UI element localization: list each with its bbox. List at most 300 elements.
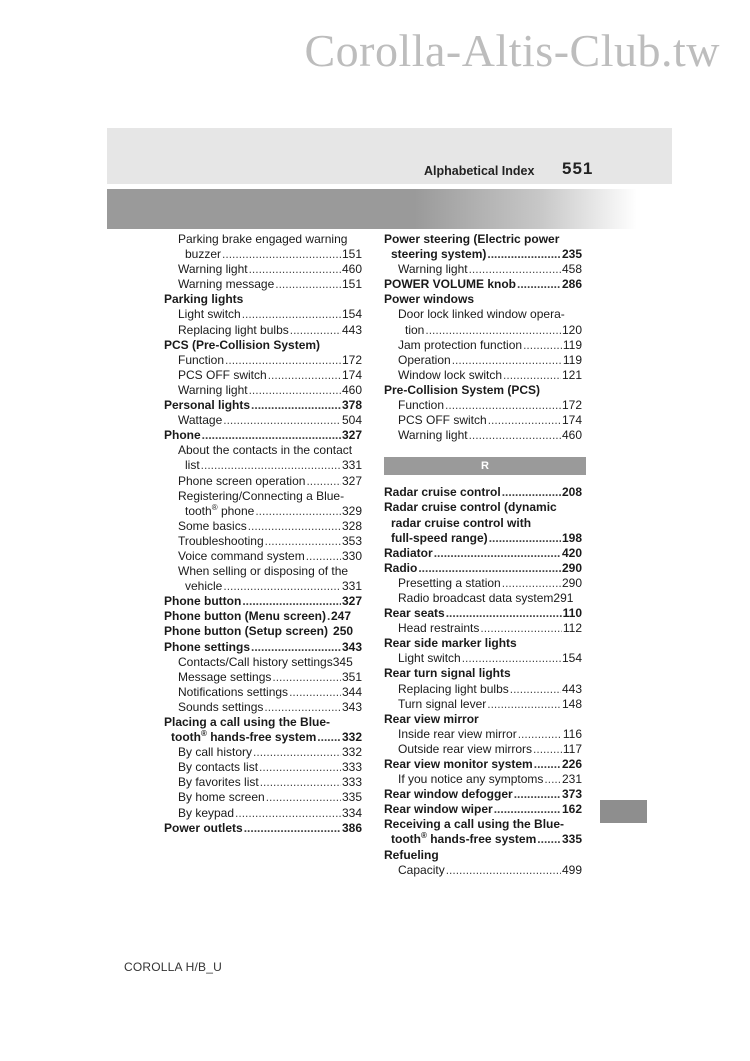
index-entry-label: PCS (Pre-Collision System) bbox=[164, 337, 321, 352]
index-entry bbox=[384, 531, 582, 546]
index-entry-label: Replacing light bulbs bbox=[398, 681, 509, 696]
index-entry-label: Jam protection function bbox=[398, 337, 523, 352]
index-entry bbox=[384, 292, 582, 307]
index-entry-label: Phone settings bbox=[164, 639, 251, 654]
index-entry-page[interactable]: 151 bbox=[341, 277, 362, 292]
index-entry-page[interactable]: 172 bbox=[561, 398, 582, 413]
index-entry-text bbox=[178, 806, 234, 821]
index-entry bbox=[164, 323, 362, 338]
index-entry-label: Troubleshooting bbox=[178, 533, 264, 548]
dot-leader bbox=[446, 606, 562, 621]
index-entry bbox=[384, 682, 582, 697]
index-entry bbox=[384, 666, 582, 681]
index-entry-label: Light switch bbox=[398, 651, 461, 666]
index-entry-page[interactable]: 110 bbox=[562, 606, 582, 621]
index-entry-page[interactable]: 247 bbox=[331, 609, 352, 624]
index-entry bbox=[384, 757, 582, 772]
index-entry-label: Rear window wiper bbox=[384, 802, 493, 817]
index-entry-page[interactable]: 174 bbox=[561, 413, 582, 428]
index-entry-text bbox=[384, 277, 516, 292]
dot-leader bbox=[487, 697, 561, 712]
index-entry-text bbox=[398, 576, 501, 591]
index-entry-label: By home screen bbox=[178, 790, 265, 805]
index-entry-label: Receiving a call using the Blue- bbox=[384, 817, 565, 832]
index-entry-page[interactable]: 327 bbox=[341, 594, 362, 609]
index-entry bbox=[164, 534, 362, 549]
index-entry-label: buzzer bbox=[185, 247, 222, 262]
index-entry-page[interactable]: 151 bbox=[341, 247, 362, 262]
dot-leader bbox=[223, 413, 341, 428]
index-entry bbox=[384, 232, 582, 247]
index-entry-text bbox=[178, 519, 247, 534]
index-entry bbox=[384, 516, 582, 531]
index-entry-page[interactable]: 208 bbox=[561, 485, 582, 500]
index-entry-label: Sounds settings bbox=[178, 699, 264, 714]
index-entry-page[interactable]: 286 bbox=[561, 277, 582, 292]
index-entry bbox=[384, 398, 582, 413]
dot-leader bbox=[201, 458, 341, 473]
dot-leader bbox=[242, 594, 341, 609]
index-entry-text bbox=[178, 655, 333, 670]
index-entry-label: Placing a call using the Blue- bbox=[164, 715, 331, 729]
dot-leader bbox=[290, 323, 341, 338]
index-entry-label: Warning light bbox=[398, 428, 468, 443]
dot-leader bbox=[202, 428, 341, 443]
index-entry-text bbox=[178, 775, 259, 790]
index-entry bbox=[384, 247, 582, 262]
index-entry-label: Warning light bbox=[398, 262, 468, 277]
index-entry-text bbox=[164, 640, 250, 655]
dot-leader bbox=[253, 745, 341, 760]
dot-leader bbox=[487, 247, 561, 262]
index-entry bbox=[164, 428, 362, 443]
index-entry bbox=[164, 307, 362, 322]
index-entry-page[interactable]: 162 bbox=[561, 802, 582, 817]
index-entry-label: Some basics bbox=[178, 518, 247, 533]
index-entry-page[interactable]: 198 bbox=[561, 530, 582, 545]
index-entry bbox=[384, 353, 582, 368]
index-entry-text bbox=[384, 802, 493, 817]
dot-leader bbox=[317, 730, 341, 745]
index-entry-text bbox=[185, 579, 222, 594]
index-entry-page[interactable]: 226 bbox=[561, 757, 582, 771]
index-entry-page[interactable]: 353 bbox=[341, 533, 362, 548]
index-entry-label: Rear side marker lights bbox=[384, 636, 517, 651]
index-entry bbox=[384, 817, 582, 832]
index-entry-label: tooth bbox=[391, 832, 421, 847]
index-entry-text bbox=[398, 697, 486, 712]
dot-leader bbox=[249, 383, 341, 398]
index-entry-text bbox=[391, 832, 536, 847]
index-entry-label: Phone bbox=[164, 428, 201, 443]
dot-leader bbox=[494, 802, 561, 817]
dot-leader bbox=[327, 609, 330, 624]
index-column-left bbox=[164, 232, 362, 836]
index-entry-label-tail: phone bbox=[217, 503, 255, 518]
index-entry-label: Radar cruise control bbox=[384, 485, 501, 500]
dot-leader bbox=[517, 277, 561, 292]
index-entry-page[interactable]: 328 bbox=[341, 518, 362, 533]
page-number: 551 bbox=[562, 159, 594, 178]
index-entry-label: Function bbox=[178, 352, 225, 367]
index-entry-label: Operation bbox=[398, 352, 451, 367]
dot-leader bbox=[223, 579, 341, 594]
index-entry-label: Rear view monitor system bbox=[384, 757, 533, 771]
index-entry bbox=[384, 727, 582, 742]
registered-mark: ® bbox=[420, 831, 427, 841]
index-entry bbox=[384, 576, 582, 591]
index-entry-page[interactable]: 119 bbox=[562, 352, 582, 367]
index-entry bbox=[164, 790, 362, 805]
index-entry-page[interactable]: 174 bbox=[341, 367, 362, 382]
index-entry-page[interactable]: 332 bbox=[341, 730, 362, 745]
index-entry-label: Message settings bbox=[178, 669, 272, 684]
index-entry-page[interactable]: 120 bbox=[561, 322, 582, 337]
index-entry-text bbox=[178, 700, 263, 715]
dot-leader bbox=[260, 775, 341, 790]
index-entry-page[interactable]: 333 bbox=[341, 760, 362, 775]
index-entry bbox=[384, 802, 582, 817]
index-entry-page[interactable]: 290 bbox=[561, 560, 582, 575]
dot-leader bbox=[265, 534, 341, 549]
index-entry-page[interactable]: 119 bbox=[562, 337, 582, 352]
index-entry-page[interactable]: 420 bbox=[561, 545, 582, 560]
index-entry bbox=[164, 292, 362, 307]
dot-leader bbox=[418, 561, 561, 576]
index-entry-label: Radar cruise control (dynamic bbox=[384, 500, 557, 515]
index-entry-text bbox=[384, 787, 513, 802]
index-entry bbox=[164, 821, 362, 836]
index-entry bbox=[384, 307, 582, 322]
index-entry-text bbox=[178, 790, 265, 805]
index-entry-label: PCS OFF switch bbox=[398, 413, 487, 428]
index-entry bbox=[384, 651, 582, 666]
index-entry-page[interactable]: 386 bbox=[341, 820, 362, 835]
index-entry-label: Phone button (Setup screen) bbox=[164, 624, 329, 639]
index-entry-label: Pre-Collision System (PCS) bbox=[384, 382, 541, 397]
dot-leader bbox=[544, 772, 561, 787]
index-entry bbox=[384, 697, 582, 712]
index-entry-page[interactable]: 121 bbox=[561, 367, 582, 382]
dot-leader bbox=[222, 247, 341, 262]
index-entry bbox=[384, 742, 582, 757]
index-entry bbox=[164, 806, 362, 821]
index-entry-page[interactable]: 460 bbox=[341, 262, 362, 277]
index-entry-text bbox=[384, 561, 417, 576]
index-entry-label: Wattage bbox=[178, 413, 223, 428]
dot-leader bbox=[480, 621, 561, 636]
index-entry-page[interactable]: 335 bbox=[561, 832, 582, 847]
index-entry-label: POWER VOLUME knob bbox=[384, 277, 516, 292]
index-entry-label: Phone screen operation bbox=[178, 473, 306, 488]
index-entry-page[interactable]: 443 bbox=[341, 322, 362, 337]
index-entry-page[interactable]: 117 bbox=[562, 741, 582, 756]
index-entry bbox=[164, 579, 362, 594]
index-entry-page[interactable]: 460 bbox=[341, 382, 362, 397]
index-entry-text bbox=[171, 730, 316, 745]
dot-leader bbox=[534, 757, 561, 772]
index-entry-text bbox=[185, 458, 200, 473]
index-entry-text bbox=[384, 485, 501, 500]
index-entry bbox=[164, 594, 362, 609]
index-entry-label: Outside rear view mirrors bbox=[398, 741, 533, 756]
dot-leader bbox=[489, 531, 561, 546]
index-entry bbox=[384, 323, 582, 338]
index-entry-text bbox=[398, 863, 445, 878]
dot-leader bbox=[255, 504, 341, 519]
index-entry bbox=[164, 474, 362, 489]
index-entry-label: tion bbox=[405, 322, 425, 337]
index-entry-text bbox=[178, 760, 258, 775]
footer-model-code: COROLLA H/B_U bbox=[124, 960, 222, 974]
index-entry bbox=[164, 760, 362, 775]
index-entry-text bbox=[398, 338, 522, 353]
index-entry-page[interactable]: 154 bbox=[341, 307, 362, 322]
index-entry-label: Light switch bbox=[178, 307, 241, 322]
index-entry-page[interactable]: 443 bbox=[561, 681, 582, 696]
index-entry-page[interactable]: 291 bbox=[553, 590, 574, 605]
registered-mark: ® bbox=[200, 729, 207, 739]
index-entry-page[interactable]: 458 bbox=[561, 262, 582, 277]
index-entry-label: Rear view mirror bbox=[384, 711, 479, 726]
index-entry-label: Power windows bbox=[384, 292, 475, 307]
dot-leader bbox=[514, 787, 561, 802]
index-entry-text bbox=[398, 353, 451, 368]
dot-leader bbox=[488, 413, 561, 428]
index-entry bbox=[164, 730, 362, 745]
dot-leader bbox=[518, 727, 562, 742]
index-entry-page[interactable]: 378 bbox=[341, 398, 362, 413]
index-entry-text bbox=[384, 606, 445, 621]
index-entry-label: Parking brake engaged warning bbox=[178, 232, 348, 246]
index-entry bbox=[164, 640, 362, 655]
index-entry-text bbox=[178, 745, 252, 760]
index-entry-label: Phone button (Menu screen) bbox=[164, 609, 326, 624]
dot-leader bbox=[235, 806, 341, 821]
dot-leader bbox=[266, 790, 341, 805]
index-entry-text bbox=[384, 757, 533, 772]
index-entry-page[interactable]: 343 bbox=[341, 699, 362, 714]
index-entry bbox=[164, 670, 362, 685]
index-entry-label: Radio bbox=[384, 560, 418, 575]
index-column-right bbox=[384, 232, 582, 878]
index-entry-label: Turn signal lever bbox=[398, 696, 487, 711]
index-entry-text bbox=[178, 277, 274, 292]
index-entry-page[interactable]: 329 bbox=[341, 503, 362, 518]
index-entry-page[interactable]: 330 bbox=[341, 548, 362, 563]
section-title: Alphabetical Index bbox=[424, 164, 535, 178]
index-entry-page[interactable]: 250 bbox=[333, 624, 354, 639]
index-entry-label: Contacts/Call history settings bbox=[178, 654, 333, 669]
dot-leader bbox=[272, 670, 341, 685]
index-entry bbox=[164, 775, 362, 790]
index-entry-label: Window lock switch bbox=[398, 367, 503, 382]
index-entry bbox=[164, 549, 362, 564]
index-entry-text bbox=[178, 534, 264, 549]
index-entry-page[interactable]: 344 bbox=[341, 684, 362, 699]
dot-leader bbox=[502, 485, 561, 500]
index-entry-page[interactable]: 327 bbox=[341, 473, 362, 488]
index-entry-page[interactable]: 373 bbox=[561, 787, 582, 802]
header-gradient-bar bbox=[107, 189, 637, 229]
index-entry bbox=[164, 458, 362, 473]
index-entry-text bbox=[398, 398, 444, 413]
dot-leader bbox=[289, 685, 341, 700]
index-entry-label: About the contacts in the contact bbox=[178, 443, 353, 458]
index-entry-page[interactable]: 116 bbox=[562, 726, 582, 741]
index-entry bbox=[384, 546, 582, 561]
index-entry-label: Notifications settings bbox=[178, 684, 289, 699]
index-entry bbox=[164, 504, 362, 519]
index-entry-page[interactable]: 332 bbox=[341, 745, 362, 760]
letter-section-band: R bbox=[384, 457, 586, 475]
index-entry bbox=[164, 247, 362, 262]
index-entry bbox=[164, 368, 362, 383]
index-entry-page[interactable]: 333 bbox=[341, 775, 362, 790]
index-entry bbox=[384, 383, 582, 398]
index-entry bbox=[384, 561, 582, 576]
index-entry-page[interactable]: 334 bbox=[341, 805, 362, 820]
dot-leader bbox=[503, 368, 561, 383]
index-entry-label: Radiator bbox=[384, 545, 433, 560]
index-entry-page[interactable]: 327 bbox=[341, 428, 362, 443]
index-entry bbox=[164, 262, 362, 277]
index-entry-label: full-speed range) bbox=[391, 530, 488, 545]
index-entry-label: If you notice any symptoms bbox=[398, 772, 544, 787]
index-entry bbox=[384, 606, 582, 621]
index-entry bbox=[164, 353, 362, 368]
index-entry-text bbox=[398, 682, 509, 697]
index-entry bbox=[384, 636, 582, 651]
index-entry-label: Radio broadcast data system bbox=[398, 590, 554, 605]
index-entry bbox=[164, 232, 362, 247]
index-right-bottom-group bbox=[384, 485, 582, 877]
index-entry-label: Door lock linked window opera- bbox=[398, 307, 565, 322]
dot-leader bbox=[510, 682, 561, 697]
index-entry-page[interactable]: 345 bbox=[332, 654, 353, 669]
index-entry-label: Rear seats bbox=[384, 606, 445, 621]
index-entry bbox=[164, 443, 362, 458]
index-entry-text bbox=[398, 727, 517, 742]
dot-leader bbox=[469, 428, 561, 443]
side-index-tab[interactable] bbox=[600, 800, 647, 823]
index-entry-page[interactable]: 499 bbox=[561, 862, 582, 877]
index-entry-text bbox=[164, 428, 201, 443]
index-entry bbox=[164, 338, 362, 353]
index-entry bbox=[164, 489, 362, 504]
index-entry-page[interactable]: 460 bbox=[561, 428, 582, 443]
index-entry-text bbox=[398, 413, 487, 428]
index-entry-text bbox=[398, 262, 468, 277]
dot-leader bbox=[306, 549, 341, 564]
index-entry-text bbox=[391, 531, 488, 546]
index-entry bbox=[164, 398, 362, 413]
index-entry-label: Head restraints bbox=[398, 621, 480, 636]
index-entry-label: Replacing light bulbs bbox=[178, 322, 289, 337]
dot-leader bbox=[242, 307, 341, 322]
dot-leader bbox=[249, 262, 341, 277]
index-entry-text bbox=[164, 398, 250, 413]
index-entry-label: By contacts list bbox=[178, 760, 259, 775]
index-entry-page[interactable]: 343 bbox=[341, 639, 362, 654]
index-entry bbox=[384, 428, 582, 443]
index-entry-text bbox=[178, 670, 271, 685]
index-entry-page[interactable]: 351 bbox=[341, 669, 362, 684]
index-entry-label: Presetting a station bbox=[398, 575, 501, 590]
index-entry bbox=[384, 787, 582, 802]
index-entry bbox=[164, 383, 362, 398]
index-entry-text bbox=[164, 624, 328, 639]
dot-leader bbox=[244, 821, 341, 836]
index-entry-label: radar cruise control with bbox=[391, 515, 532, 530]
dot-leader bbox=[248, 519, 341, 534]
index-entry-text bbox=[178, 549, 305, 564]
index-entry-label: Warning message bbox=[178, 277, 275, 292]
watermark-text: Corolla-Altis-Club.tw bbox=[304, 25, 720, 76]
index-entry-page[interactable]: 112 bbox=[562, 621, 582, 636]
index-entry-page[interactable]: 290 bbox=[561, 575, 582, 590]
dot-leader bbox=[537, 832, 561, 847]
index-entry-text bbox=[178, 413, 222, 428]
index-entry-text bbox=[164, 821, 243, 836]
index-entry-page[interactable]: 504 bbox=[341, 413, 362, 428]
index-entry-label: Phone button bbox=[164, 594, 242, 609]
dot-leader bbox=[425, 323, 561, 338]
index-entry bbox=[164, 715, 362, 730]
index-entry-page[interactable]: 172 bbox=[341, 352, 362, 367]
index-entry-page[interactable]: 154 bbox=[561, 651, 582, 666]
dot-leader bbox=[469, 262, 561, 277]
index-entry-text bbox=[178, 353, 224, 368]
index-entry-page[interactable]: 331 bbox=[341, 458, 362, 473]
index-entry-text bbox=[185, 247, 221, 262]
dot-leader bbox=[251, 640, 341, 655]
index-entry-label: By favorites list bbox=[178, 775, 259, 790]
index-entry-label: PCS OFF switch bbox=[178, 367, 267, 382]
index-entry-page[interactable]: 331 bbox=[341, 579, 362, 594]
index-entry-text bbox=[398, 621, 479, 636]
index-entry-label: Voice command system bbox=[178, 548, 305, 563]
index-entry bbox=[384, 262, 582, 277]
dot-leader bbox=[502, 576, 561, 591]
index-entry-text bbox=[178, 383, 248, 398]
index-entry-page[interactable]: 235 bbox=[561, 247, 582, 262]
index-entry-text bbox=[178, 474, 305, 489]
index-right-top-group bbox=[384, 232, 582, 443]
index-entry-page[interactable]: 231 bbox=[561, 772, 582, 787]
index-entry-label: Refueling bbox=[384, 847, 439, 862]
index-entry-page[interactable]: 148 bbox=[561, 696, 582, 711]
index-entry-label: Personal lights bbox=[164, 398, 251, 413]
index-entry bbox=[384, 500, 582, 515]
index-entry-text bbox=[178, 262, 248, 277]
index-entry-label: Warning light bbox=[178, 382, 248, 397]
index-entry-label: Inside rear view mirror bbox=[398, 726, 517, 741]
index-entry-text bbox=[405, 323, 424, 338]
index-entry bbox=[384, 338, 582, 353]
dot-leader bbox=[445, 398, 561, 413]
index-entry-text bbox=[398, 368, 502, 383]
index-entry-text bbox=[398, 591, 553, 606]
dot-leader bbox=[452, 353, 562, 368]
index-entry bbox=[384, 848, 582, 863]
index-entry-page[interactable]: 335 bbox=[341, 790, 362, 805]
index-entry-text bbox=[164, 609, 326, 624]
index-entry bbox=[384, 591, 582, 606]
dot-leader bbox=[434, 546, 561, 561]
index-entry-text bbox=[398, 428, 468, 443]
dot-leader bbox=[306, 474, 341, 489]
